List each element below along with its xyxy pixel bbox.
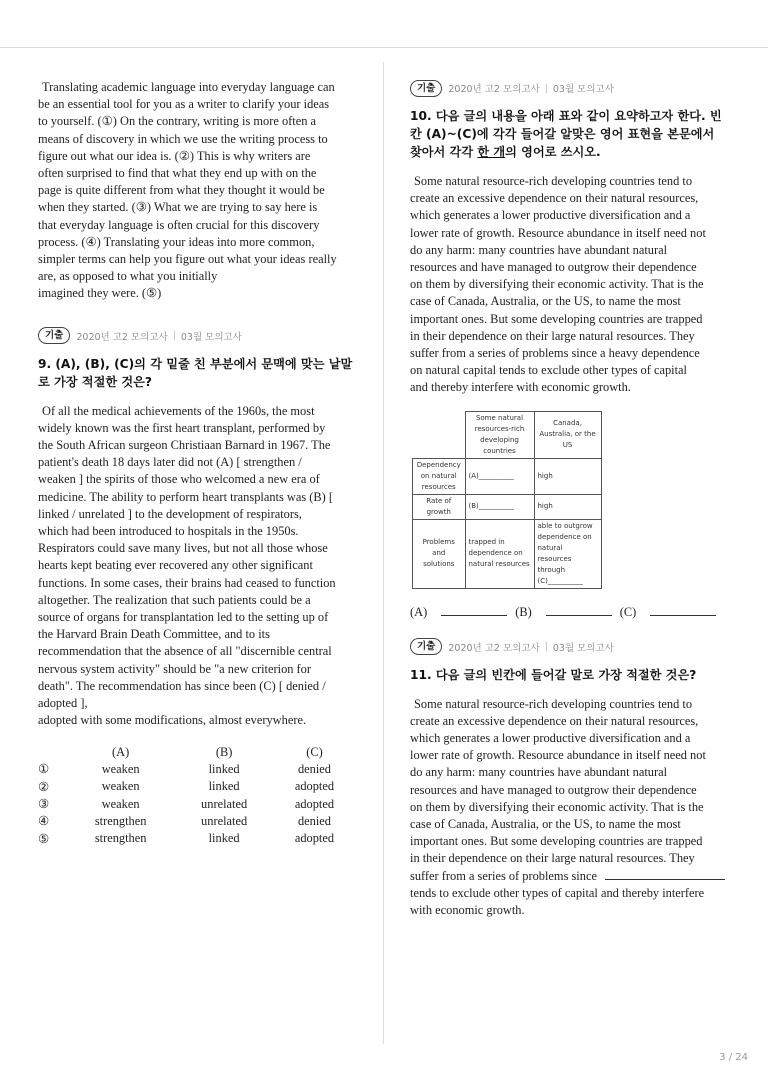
- passage-line: Some natural resource-rich developing countries tend to: [414, 174, 693, 188]
- summary-cell: high: [534, 458, 601, 494]
- q9-title: 9. (A), (B), (C)의 각 밑줄 친 부분에서 문맥에 맞는 낱말로 가장 적절한 것은?: [38, 356, 353, 389]
- passage-line: nervous system activity" should be "a new criterion for: [38, 661, 312, 676]
- passage-line: tends to exclude other types of capital and thereby interfere: [410, 885, 705, 900]
- summary-header-row: [413, 411, 602, 458]
- answer-label-b: (B): [515, 604, 532, 619]
- passage-line: means of discovery in which we use the writing process to: [38, 131, 328, 146]
- source-month: 03월 모의고사: [552, 84, 614, 95]
- passage-line: to yourself. (①) On the contrary, writing is more often a: [38, 114, 317, 129]
- q10-passage: [410, 173, 729, 397]
- choice-a: weaken: [101, 779, 140, 794]
- passage-line: with economic growth.: [410, 903, 525, 918]
- passage-line: the Harvard Brain Death Committee, and to its: [38, 627, 270, 642]
- passage-line: adopted with some modifications, almost everywhere.: [38, 713, 307, 728]
- passage-line: resources and have managed to outgrow their dependence: [410, 782, 697, 797]
- passage-line: be an essential tool for you as a writer to clarify your ideas: [38, 97, 330, 112]
- passage-line: Of all the medical achievements of the 1960s, the most: [42, 403, 315, 418]
- choice-num: ⑤: [38, 831, 50, 846]
- source-separator: |: [544, 641, 548, 653]
- choice-row[interactable]: [38, 795, 356, 812]
- summary-cell-c: able to outgrow dependence on natural resources through (C)__________: [534, 519, 601, 588]
- passage-line: lower rate of growth. Resource abundance in itself need not: [410, 225, 706, 240]
- choice-header-row: [38, 744, 356, 761]
- answer-label-c: (C): [619, 604, 637, 619]
- passage-line: recommendation that the absence of all "discernible central: [38, 644, 332, 659]
- passage-line: case of Canada, Australia, or the US, to name the most: [410, 294, 681, 309]
- passage-line: do any harm: many countries have abundant natural: [410, 765, 668, 780]
- source-year: 2020년 고2 모의고사: [448, 642, 540, 654]
- answer-blank-b[interactable]: [546, 605, 612, 616]
- passage-line: case of Canada, Australia, or the US, to name the most: [410, 817, 681, 832]
- choice-b: unrelated: [201, 813, 248, 828]
- summary-row: [413, 519, 602, 588]
- q10-title-part1: 10. 다음 글의 내용을 아래 표와 같이 요약하고자 한다. 빈칸 (A)~(C)에 각각 들어갈 알맞은 영어 표현을 본문에서 찾아서 각각: [410, 109, 722, 159]
- choice-row[interactable]: [38, 761, 356, 778]
- left-column: [38, 79, 356, 847]
- passage-line: the South African surgeon Christiaan Barnard in 1967. The: [38, 438, 331, 453]
- choice-num: ①: [38, 762, 50, 777]
- q10-answer-blanks: [410, 605, 729, 620]
- answer-blank-c[interactable]: [650, 605, 716, 616]
- passage-line: lower rate of growth. Resource abundance in itself need not: [410, 748, 706, 763]
- passage-line: which generates a lower productive diversification and a: [410, 731, 691, 746]
- answer-label-a: (A): [410, 604, 428, 619]
- passage-line: which had been introduced to hospitals in the 1950s.: [38, 524, 299, 539]
- choice-header-blank: [38, 744, 66, 761]
- q9-choices: [38, 744, 356, 848]
- column-divider: [383, 62, 384, 1044]
- passage-line: linked / unrelated ] to the development of respirators,: [38, 506, 302, 521]
- q11-title: 11. 다음 글의 빈칸에 들어갈 말로 가장 적절한 것은?: [410, 667, 697, 682]
- passage-line: medicine. The ability to perform heart transplants was (B) [: [38, 489, 333, 504]
- page-number: 3 / 24: [719, 1052, 748, 1063]
- passage-line: resources and have managed to outgrow their dependence: [410, 260, 697, 275]
- passage-line: and thereby interfere with economic growth.: [410, 380, 631, 395]
- passage-line: in their dependence on their large natural resources. They: [410, 851, 695, 866]
- passage-line: suffer from a series of problems since: [410, 868, 597, 883]
- passage-line: do any harm: many countries have abundant natural: [410, 242, 668, 257]
- choice-c: adopted: [294, 779, 335, 794]
- summary-row-label: Rate of growth: [413, 494, 466, 519]
- choice-a: weaken: [101, 761, 140, 776]
- q9-passage: [38, 403, 356, 730]
- choice-num: ④: [38, 814, 50, 829]
- source-separator: |: [544, 82, 548, 94]
- passage-line: suffer from a series of problems since a heavy dependence: [410, 346, 700, 361]
- passage-line: important ones. But some developing countries are trapped: [410, 834, 703, 849]
- passage-line: page is quite different from what they thought it would be: [38, 183, 325, 198]
- summary-row: [413, 494, 602, 519]
- choice-row[interactable]: [38, 813, 356, 830]
- passage-line: widely known was the first heart transplant, performed by: [38, 420, 326, 435]
- choice-b: linked: [208, 779, 240, 794]
- passage-line: on them by diversifying their economic activity. That is the: [410, 799, 704, 814]
- passage-line: patient's death 18 days later did not (A) [ strengthen /: [38, 455, 302, 470]
- choice-a: strengthen: [94, 813, 147, 828]
- past-exam-badge: 기출: [410, 80, 442, 97]
- choice-c: adopted: [294, 796, 335, 811]
- q10-source: [410, 79, 729, 97]
- passage-line: create an excessive dependence on their natural resources,: [410, 713, 699, 728]
- choice-b: unrelated: [201, 796, 248, 811]
- summary-row: [413, 458, 602, 494]
- passage-line: on them by diversifying their economic activity. That is the: [410, 277, 704, 292]
- passage-line: hearts kept beating ever recovered any other significant: [38, 558, 313, 573]
- past-exam-badge: 기출: [410, 638, 442, 655]
- q10-title-underlined: 한 개: [477, 145, 506, 159]
- answer-blank[interactable]: [605, 869, 725, 880]
- choice-row[interactable]: [38, 778, 356, 795]
- q9-source: [38, 327, 356, 345]
- passage-line: source of organs for transplantation led to the setting up of: [38, 610, 329, 625]
- summary-cell-b: (B)__________: [465, 494, 534, 519]
- choice-num: ③: [38, 797, 50, 812]
- choice-row[interactable]: [38, 830, 356, 847]
- passage-line: Some natural resource-rich developing countries tend to: [414, 696, 693, 711]
- choice-num: ②: [38, 779, 50, 794]
- source-month: 03월 모의고사: [552, 642, 614, 654]
- intro-passage: [38, 79, 356, 303]
- source-year: 2020년 고2 모의고사: [76, 331, 168, 343]
- passage-line: which generates a lower productive diversification and a: [410, 208, 691, 223]
- passage-line: are, as opposed to what you initially: [38, 269, 218, 284]
- q11-source: [410, 638, 729, 656]
- passage-line: altogether. The realization that such patients could be a: [38, 592, 311, 607]
- summary-cell-a: (A)__________: [465, 458, 534, 494]
- passage-line: create an excessive dependence on their natural resources,: [410, 191, 699, 206]
- choice-header-a: (A): [112, 744, 130, 759]
- passage-line: simpler terms can help you figure out what your ideas really: [38, 252, 337, 267]
- source-year: 2020년 고2 모의고사: [448, 84, 540, 95]
- summary-cell: high: [534, 494, 601, 519]
- passage-line: death". The recommendation has since been (C) [ denied /: [38, 678, 326, 693]
- source-month: 03월 모의고사: [180, 331, 242, 343]
- choice-b: linked: [208, 831, 240, 846]
- passage-line: important ones. But some developing countries are trapped: [410, 311, 703, 326]
- past-exam-badge: 기출: [38, 327, 70, 344]
- passage-line: process. (④) Translating your ideas into more common,: [38, 234, 315, 249]
- source-separator: |: [172, 330, 176, 342]
- choice-a: weaken: [101, 796, 140, 811]
- header-rule: [0, 47, 768, 48]
- q11-passage: [410, 696, 729, 920]
- q10-title-part2: 의 영어로 쓰시오.: [505, 145, 601, 159]
- passage-line: functions. In some cases, their brains had ceased to function: [38, 575, 336, 590]
- passage-line: adopted ],: [38, 696, 88, 711]
- choice-c: denied: [297, 761, 331, 776]
- choice-c: adopted: [294, 831, 335, 846]
- summary-col1-header: Some natural resources-rich developing countries: [465, 411, 534, 458]
- passage-line: Respirators could save many lives, but not all those whose: [38, 541, 328, 556]
- passage-line: that everyday language is often crucial for this discovery: [38, 217, 320, 232]
- passage-line: when they started. (③) What we are trying to say here is: [38, 200, 318, 215]
- passage-line: in their dependence on their large natural resources. They: [410, 328, 695, 343]
- summary-corner: [413, 411, 466, 458]
- choice-c: denied: [297, 813, 331, 828]
- answer-blank-a[interactable]: [441, 605, 507, 616]
- choice-b: linked: [208, 761, 240, 776]
- choice-header-c: (C): [306, 744, 323, 759]
- passage-line: often surprised to find that what they end up with on the: [38, 166, 317, 181]
- q10-summary-table: [412, 411, 602, 589]
- choice-header-b: (B): [215, 744, 233, 759]
- q10-title: [410, 107, 729, 161]
- passage-line: on natural capital tends to exclude other types of capital: [410, 363, 687, 378]
- choice-a: strengthen: [94, 831, 147, 846]
- passage-line: figure out what our idea is. (②) This is why writers are: [38, 148, 311, 163]
- summary-cell: trapped in dependence on natural resources: [465, 519, 534, 588]
- summary-row-label: Dependency on natural resources: [413, 458, 466, 494]
- right-column: [410, 79, 729, 919]
- passage-line: imagined they were. (⑤): [38, 286, 162, 301]
- summary-row-label: Problems and solutions: [413, 519, 466, 588]
- summary-col2-header: Canada, Australia, or the US: [534, 411, 601, 458]
- passage-line: Translating academic language into everyday language can: [42, 80, 335, 94]
- passage-line: weaken ] the spirits of those who welcomed a new era of: [38, 472, 320, 487]
